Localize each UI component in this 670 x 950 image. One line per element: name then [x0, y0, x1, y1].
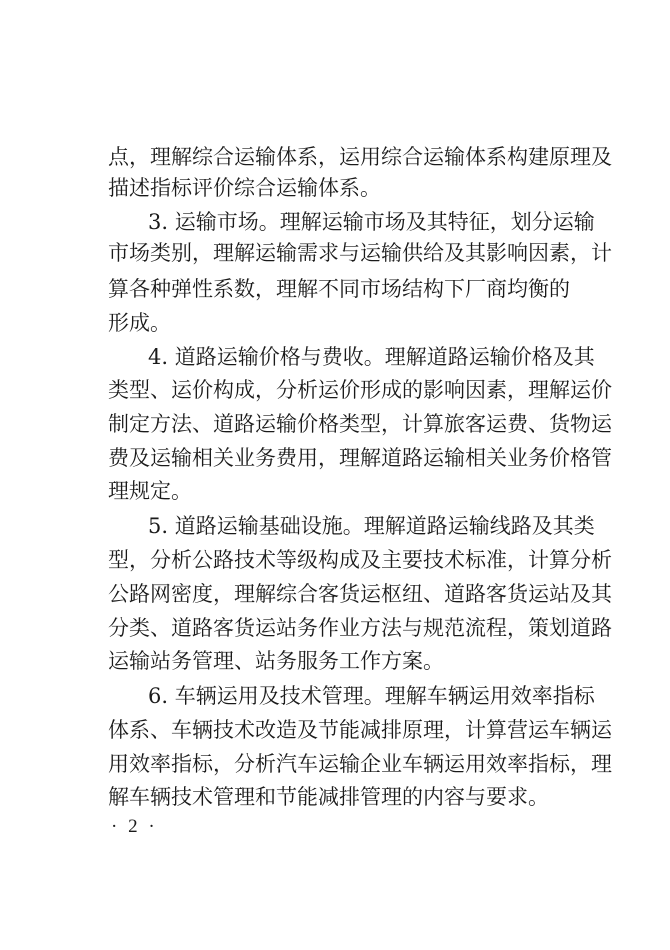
paragraph-line: 解车辆技术管理和节能减排管理的内容与要求。: [108, 785, 549, 809]
paragraph-line: 型，分析公路技术等级构成及主要技术标准，计算分析: [108, 548, 612, 572]
paragraph-line: 费及运输相关业务费用，理解道路运输相关业务价格管: [108, 446, 612, 470]
paragraph-line: 市场类别，理解运输需求与运输供给及其影响因素，计: [108, 241, 612, 265]
section-heading-line: 4. 道路运输价格与费收。理解道路运输价格及其: [148, 345, 595, 369]
paragraph-line: 制定方法、道路运输价格类型，计算旅客运费、货物运: [108, 412, 612, 436]
paragraph-line: 形成。: [108, 311, 171, 335]
paragraph-line: 体系、车辆技术改造及节能减排原理，计算营运车辆运: [108, 718, 612, 742]
section-heading-line: 3. 运输市场。理解运输市场及其特征，划分运输: [148, 210, 595, 234]
page-number: · 2 ·: [111, 816, 158, 837]
paragraph-line: 理规定。: [108, 479, 192, 503]
paragraph-line: 类型、运价构成，分析运价形成的影响因素，理解运价: [108, 378, 612, 402]
paragraph-line: 运输站务管理、站务服务工作方案。: [108, 649, 444, 673]
paragraph-line: 描述指标评价综合运输体系。: [108, 176, 381, 200]
paragraph-line: 用效率指标，分析汽车运输企业车辆运用效率指标，理: [108, 752, 612, 776]
section-heading-line: 5. 道路运输基础设施。理解道路运输线路及其类: [148, 514, 595, 538]
paragraph-line: 分类、道路客货运站务作业方法与规范流程，策划道路: [108, 616, 612, 640]
paragraph-line: 算各种弹性系数，理解不同市场结构下厂商均衡的: [108, 277, 570, 301]
paragraph-line: 点，理解综合运输体系，运用综合运输体系构建原理及: [108, 145, 612, 169]
paragraph-line: 公路网密度，理解综合客货运枢纽、道路客货运站及其: [108, 582, 612, 606]
section-heading-line: 6. 车辆运用及技术管理。理解车辆运用效率指标: [148, 684, 595, 708]
